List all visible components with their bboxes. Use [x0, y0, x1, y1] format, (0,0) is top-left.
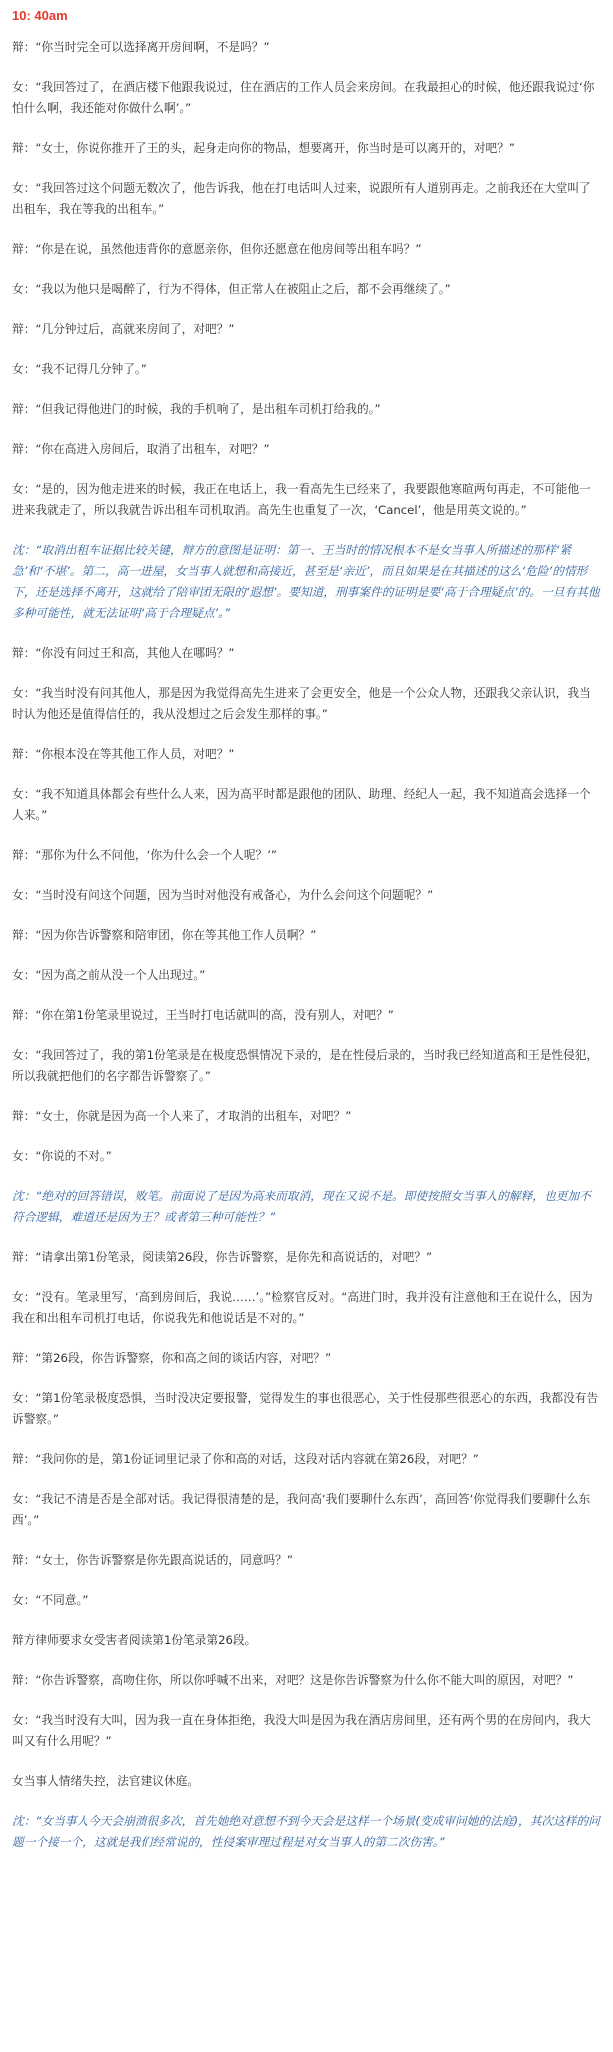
dialogue-paragraph: 女：“我回答过这个问题无数次了，他告诉我，他在打电话叫人过来，说跟所有人道别再走。之前我还在大堂叫了出租车，我在等我的出租车。” — [12, 181, 591, 216]
dialogue-paragraph: 女：“你说的不对。” — [12, 1149, 112, 1163]
dialogue-paragraph: 女：“我当时没有大叫，因为我一直在身体拒绝，我没大叫是因为我在酒店房间里，还有两个男的在房间内，我大叫又有什么用呢？” — [12, 1713, 591, 1748]
dialogue-paragraph: 辩：“几分钟过后，高就来房间了，对吧？” — [12, 322, 235, 336]
dialogue-paragraph: 女：“因为高之前从没一个人出现过。” — [12, 968, 206, 982]
dialogue-paragraph: 辩：“请拿出第1份笔录，阅读第26段，你告诉警察，是你先和高说话的，对吧？” — [12, 1250, 433, 1264]
dialogue-paragraph: 辩：“女士，你说你推开了王的头，起身走向你的物品，想要离开，你当时是可以离开的，对吧？” — [12, 141, 515, 155]
commentary-paragraph: 沈：“女当事人今天会崩溃很多次，首先她绝对意想不到今天会是这样一个场景(变成审问她的法庭)，其次这样的问题一个接一个，这就是我们经常说的，性侵案审理过程是对女当事人的第二次伤害。” — [12, 1814, 600, 1849]
dialogue-paragraph: 辩：“你在高进入房间后，取消了出租车，对吧？” — [12, 442, 270, 456]
dialogue-paragraph: 女：“我当时没有问其他人，那是因为我觉得高先生进来了会更安全，他是一个公众人物，还跟我父亲认识，我当时认为他还是值得信任的，我从没想过之后会发生那样的事。” — [12, 686, 591, 721]
timestamp: 10: 40am — [12, 8, 68, 23]
commentary-paragraph: 沈：“绝对的回答错误，败笔。前面说了是因为高来而取消，现在又说不是。即使按照女当事人的解释，也更加不符合逻辑，难道还是因为王？或者第三种可能性？” — [12, 1189, 591, 1224]
dialogue-paragraph: 女：“没有。笔录里写，‘高到房间后，我说……’。”检察官反对。“高进门时，我并没有注意他和王在说什么，因为我在和出租车司机打电话，你说我先和他说话是不对的。” — [12, 1290, 593, 1325]
dialogue-paragraph: 女：“我记不清是否是全部对话。我记得很清楚的是，我问高‘我们要聊什么东西’，高回答‘你觉得我们要聊什么东西’。” — [12, 1492, 591, 1527]
commentary-paragraph: 沈：“取消出租车证据比较关键，辩方的意图是证明：第一、王当时的情况根本不是女当事人所描述的那样‘紧急’和‘不堪’。第二，高一进屋，女当事人就想和高接近，甚至是‘亲近’，而且如果是在其描述的这么‘危险’的情形下，还是选择不离开，这就给了陪审团无限的‘遐想’。要知道，刑事案件的证明是要‘高于合理疑点’的。一旦有其他多种可能性，就无法证明‘高于合理疑点’。” — [12, 543, 600, 620]
dialogue-paragraph: 女：“不同意。” — [12, 1593, 89, 1607]
dialogue-paragraph: 女：“是的，因为他走进来的时候，我正在电话上，我一看高先生已经来了，我要跟他寒暄两句再走，不可能他一进来我就走了，所以我就告诉出租车司机取消。高先生也重复了一次，‘Cancel’，他是用英文说的。” — [12, 482, 591, 517]
transcript — [12, 37, 601, 1853]
dialogue-paragraph: 辩：“女士，你就是因为高一个人来了，才取消的出租车，对吧？” — [12, 1109, 352, 1123]
dialogue-paragraph: 辩：“女士，你告诉警察是你先跟高说话的，同意吗？” — [12, 1553, 293, 1567]
dialogue-paragraph: 辩：“你在第1份笔录里说过，王当时打电话就叫的高，没有别人，对吧？” — [12, 1008, 394, 1022]
dialogue-paragraph: 女：“我回答过了，在酒店楼下他跟我说过，住在酒店的工作人员会来房间。在我最担心的时候，他还跟我说过‘你怕什么啊，我还能对你做什么啊’。” — [12, 80, 595, 115]
narration-paragraph: 辩方律师要求女受害者阅读第1份笔录第26段。 — [12, 1633, 257, 1647]
dialogue-paragraph: 辩：“你是在说，虽然他违背你的意愿亲你，但你还愿意在他房间等出租车吗？” — [12, 242, 422, 256]
dialogue-paragraph: 辩：“你当时完全可以选择离开房间啊，不是吗？” — [12, 40, 270, 54]
dialogue-paragraph: 女：“我以为他只是喝醉了，行为不得体，但正常人在被阻止之后，都不会再继续了。” — [12, 282, 451, 296]
dialogue-paragraph: 女：“当时没有问这个问题，因为当时对他没有戒备心，为什么会问这个问题呢？” — [12, 888, 434, 902]
dialogue-paragraph: 女：“我不知道具体都会有些什么人来，因为高平时都是跟他的团队、助理、经纪人一起，我不知道高会选择一个人来。” — [12, 787, 591, 822]
dialogue-paragraph: 辩：“你没有问过王和高，其他人在哪吗？” — [12, 646, 235, 660]
dialogue-paragraph: 辩：“你根本没在等其他工作人员，对吧？” — [12, 747, 235, 761]
dialogue-paragraph: 辩：“你告诉警察，高吻住你，所以你呼喊不出来，对吧？这是你告诉警察为什么你不能大叫的原因，对吧？” — [12, 1673, 574, 1687]
dialogue-paragraph: 辩：“但我记得他进门的时候，我的手机响了，是出租车司机打给我的。” — [12, 402, 381, 416]
dialogue-paragraph: 女：“我回答过了，我的第1份笔录是在极度恐惧情况下录的，是在性侵后录的，当时我已经知道高和王是性侵犯，所以我就把他们的名字都告诉警察了。” — [12, 1048, 599, 1083]
dialogue-paragraph: 女：“我不记得几分钟了。” — [12, 362, 147, 376]
narration-paragraph: 女当事人情绪失控，法官建议休庭。 — [12, 1774, 200, 1788]
dialogue-paragraph: 辩：“我问你的是，第1份证词里记录了你和高的对话，这段对话内容就在第26段，对吧？” — [12, 1452, 479, 1466]
dialogue-paragraph: 辩：“因为你告诉警察和陪审团，你在等其他工作人员啊？” — [12, 928, 317, 942]
dialogue-paragraph: 辩：“第26段，你告诉警察，你和高之间的谈话内容，对吧？” — [12, 1351, 332, 1365]
dialogue-paragraph: 女：“第1份笔录极度恐惧，当时没决定要报警，觉得发生的事也很恶心，关于性侵那些很恶心的东西，我都没有告诉警察。” — [12, 1391, 599, 1426]
dialogue-paragraph: 辩：“那你为什么不问他，‘你为什么会一个人呢？’” — [12, 848, 277, 862]
